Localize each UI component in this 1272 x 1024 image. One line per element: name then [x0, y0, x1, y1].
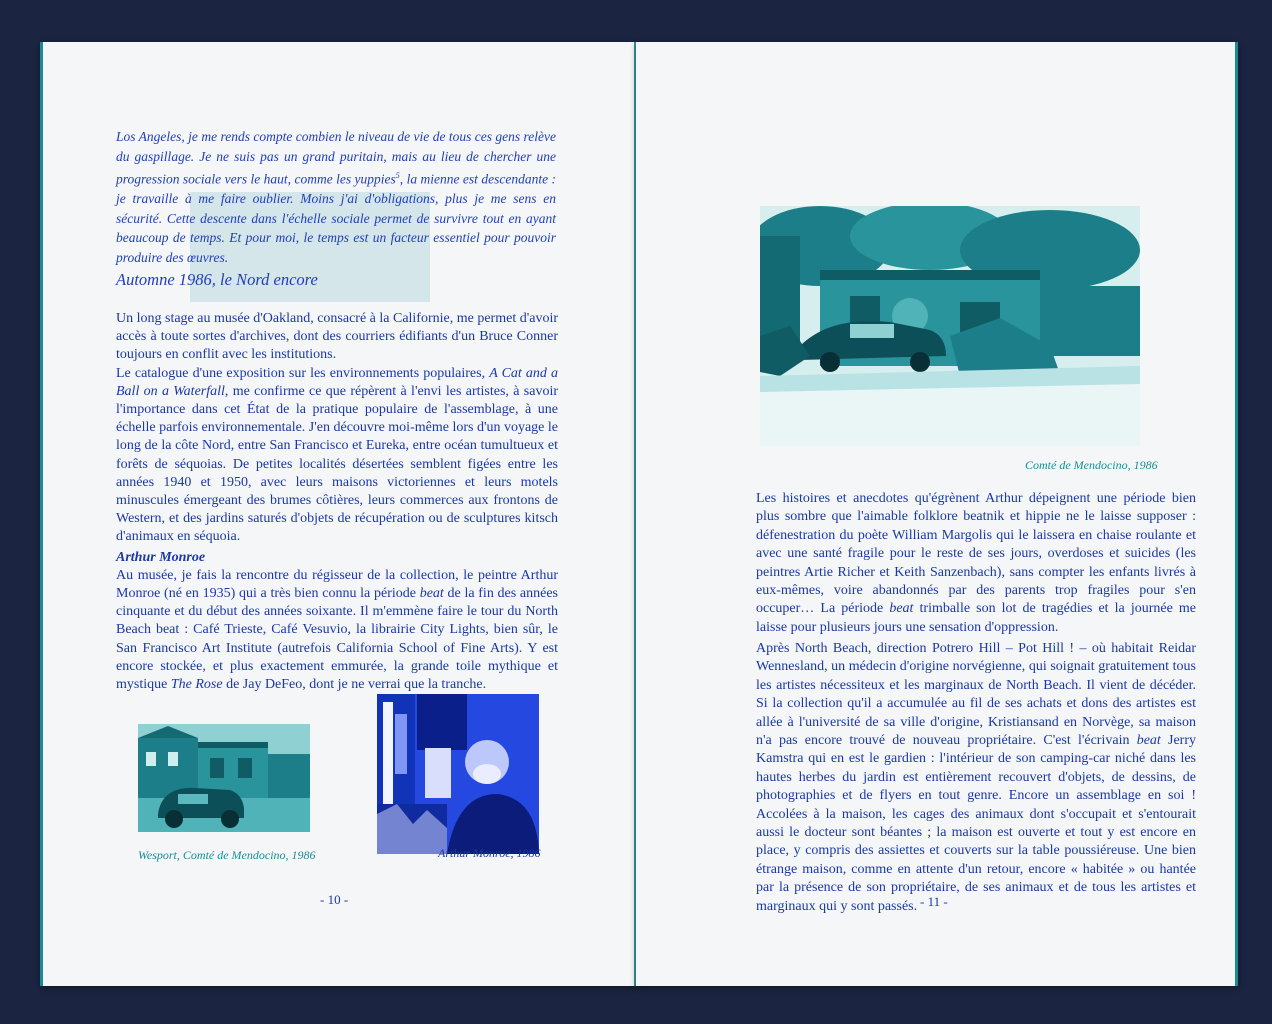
paragraph-text: , me confirme ce que répèrent à l'envi les artistes, à savoir l'importance dans cet État de la pratique populaire de l'assemblage, à une échelle parfois environnementale. J'en découvre moi-même lors d'un voyage le long de la côte Nord, entre San Francisco et Eureka, entre océan tumultueux et forêts de séquoias. De petites localités désertées semblent figées entre les années 1940 et 1950, avec leurs maisons victoriennes et leurs motels minuscules émergeant des brumes côtières, leurs commerces aux frontons de Western, et des jardins saturés d'objets de récupération ou de sculptures kitsch d'animaux en séquoia.	[116, 383, 559, 545]
caption-arthur-monroe: Arthur Monroe, 1986	[438, 846, 541, 860]
page-number-right: - 11 -	[920, 894, 948, 909]
paragraph	[116, 365, 558, 547]
work-title: A Cat and a Ball on a Waterfall	[116, 365, 559, 399]
book-spread	[40, 42, 1240, 986]
page-edge-mark	[1235, 42, 1238, 986]
beat-term: beat	[1136, 733, 1161, 749]
paragraph: Un long stage au musée d'Oakland, consacré à la Californie, me permet d'avoir accès à toute sortes d'archives, dont des courriers édifiants d'un Bruce Conner toujours en conflit avec les institutions.	[116, 311, 558, 363]
beat-term: beat	[419, 586, 444, 602]
photo-mendocino	[760, 206, 1140, 446]
intro-text: Los Angeles, je me rends compte combien le niveau de vie de tous ces gens relève du gaspillage. Je ne suis pas un grand puritain, mais au lieu de chercher une progression sociale vers le haut, comme les yuppies	[116, 129, 556, 187]
right-body-para2	[756, 640, 1196, 916]
paragraph-text: Au musée, je fais la rencontre du régisseur de la collection, le peintre Arthur Monroe (né en 1935) qui a très bien connu la période	[116, 567, 558, 602]
subhead-arthur-monroe: Arthur Monroe	[116, 549, 206, 565]
footnote-marker: 5	[395, 171, 400, 181]
work-title: The Rose	[170, 677, 223, 693]
section-title: Automne 1986, le Nord encore	[116, 270, 318, 289]
paragraph-text: Jerry Kamstra qui en est le gardien : l'intérieur de son camping-car niché dans les hautes herbes du jardin est entièrement recouvert d'objets, de dessins, de photographies et de flyers en tout genre. Encore un assemblage en soi ! Accolées à la maison, les cages des animaux dont s'occupait et s'entourait aussi le docteur sont béantes ; la maison est ouverte et tout y est encore en place, y compris des assiettes et couverts sur la table poussiéreuse. Une bien étrange maison, comme en attente d'un retour, encore « habitée » ou hantée par la présence de son propriétaire, de ses animaux et de tous les artistes et marginaux qui y sont passés.	[756, 733, 1197, 914]
beat-term: beat	[889, 601, 914, 617]
photo-arthur-image	[377, 694, 539, 854]
photo-mendocino-image	[760, 206, 1140, 446]
paragraph-text: trimballe son lot de tragédies et la journée me laisse pour plusieurs jours une sensation d'oppression.	[756, 601, 1196, 635]
caption-wesport: Wesport, Comté de Mendocino, 1986	[138, 848, 316, 862]
intro-text-rest: , la mienne est descendante : je travaille à me faire oublier. Moins j'ai d'obligations, plus je me sens en sécurité. Cette descente dans l'échelle sociale permet de survivre tout en ayant beaucoup de temps. Et pour moi, le temps est un facteur essentiel pour pouvoir produire des œuvres.	[116, 171, 556, 266]
photo-arthur-monroe	[377, 694, 539, 854]
intro-quote	[116, 127, 556, 268]
page-edge-mark	[40, 42, 43, 986]
right-body-para1	[756, 490, 1196, 637]
photo-wesport	[138, 724, 310, 832]
paragraph-text: Le catalogue d'une exposition sur les environnements populaires,	[116, 365, 486, 381]
left-page	[40, 42, 637, 986]
photo-wesport-image	[138, 724, 310, 832]
page-number-left: - 10 -	[320, 892, 349, 907]
paragraph	[116, 567, 558, 694]
left-body-text	[116, 310, 558, 694]
paragraph-text: de Jay DeFeo, dont je ne verrai que la tranche.	[226, 677, 487, 693]
caption-mendocino: Comté de Mendocino, 1986	[1025, 458, 1158, 472]
paragraph-text: de la fin des années cinquante et du début des années soixante. Il m'emmène faire le tour du North Beach beat : Café Trieste, Café Vesuvio, la librairie City Lights, bien sûr, le San Francisco Art Institute (autrefois California School of Fine Arts). Y est encore stockée, et plus exactement emmurée, la grande toile mythique et mystique	[116, 586, 559, 693]
paragraph-text: Après North Beach, direction Potrero Hill – Pot Hill ! – où habitait Reidar Wennesland, un médecin d'origine norvégienne, qui soignait gratuitement tous les artistes nécessiteux et les marginaux de North Beach. Il vient de décéder. Si la collection qu'il a accumulée au fil de ses achats et dons des artistes est allée à l'université de sa ville d'origine, Kristiansand en Norvège, sa maison n'a pas encore trouvé de nouveau propriétaire. C'est l'écrivain	[756, 641, 1196, 749]
paragraph-text: Les histoires et anecdotes qu'égrènent Arthur dépeignent une période bien plus sombre que l'aimable folklore beatnik et hippie ne le laisse supposer : défenestration du poète William Margolis qui le laissera en chaise roulante et avec une santé fragile pour le reste de ses jours, overdoses et suicides (les peintres Artie Richer et Keith Sanzenbach), sans compter les enfants livrés à eux-mêmes, voire abandonnés par des parents trop fragiles pour s'en occuper… La période	[756, 491, 1196, 617]
